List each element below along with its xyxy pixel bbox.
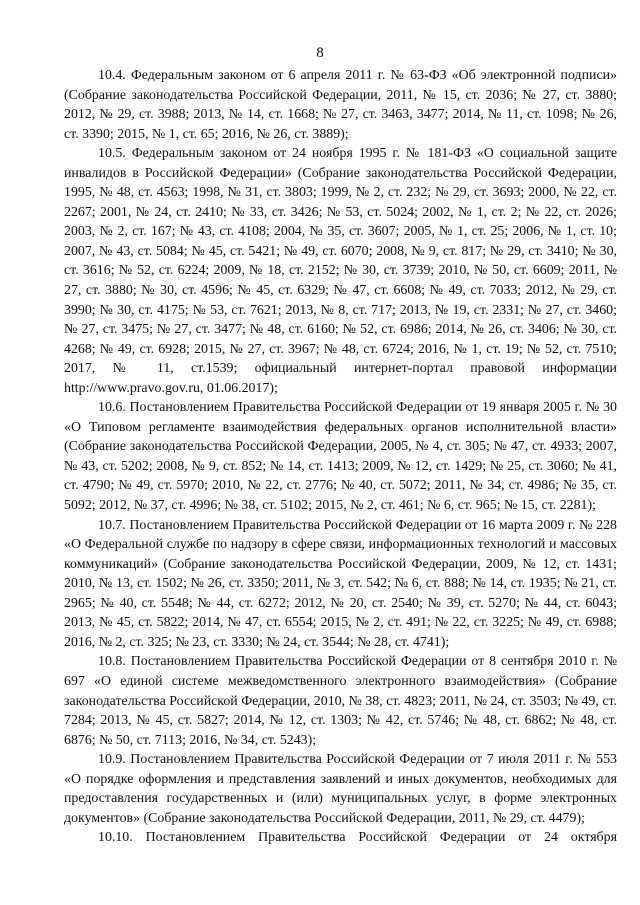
paragraph-10-7: 10.7. Постановлением Правительства Российской Федерации от 16 марта 2009 г. № 228 «О Федеральной службе по надзору в сфере связи, информационных технологий и массовых коммуникаций» (Собрание законодательства Российской Федерации, 2009, № 12, ст. 1431; 2010, № 13, ст. 1502; № 26, ст. 3350; 2011, № 3, ст. 542; № 6, ст. 888; № 14, ст. 1935; № 21, ст. 2965; № 40, ст. 5548; № 44, ст. 6272; 2012, № 20, ст. 2540; № 39, ст. 5270; № 44, ст. 6043; 2013, № 45, ст. 5822; 2014, № 47, ст. 6554; 2015, № 2, ст. 491; № 22, ст. 3225; № 49, ст. 6988; 2016, № 2, ст. 325; № 23, ст. 3330; № 24, ст. 3544; № 28, ст. 4741); — [64, 517, 617, 650]
paragraph-10-4: 10.4. Федеральным законом от 6 апреля 2011 г. № 63-ФЗ «Об электронной подписи» (Собрание законодательства Российской Федерации, 2011, № 15, ст. 2036; № 27, ст. 3880; 2012, № 29, ст. 3988; 2013, № 14, ст. 1668; № 27, ст. 3463, 3477; 2014, № 11, ст. 1098; № 26, ст. 3390; 2015, № 1, ст. 65; 2016, № 26, ст. 3889); — [64, 68, 617, 142]
paragraph-10-9: 10.9. Постановлением Правительства Российской Федерации от 7 июля 2011 г. № 553 «О порядке оформления и представления заявлений и иных документов, необходимых для предоставления государственных и (или) муниципальных услуг, в форме электронных документов» (Собрание законодательства Российской Федерации, 2011, № 29, ст. 4479); — [64, 752, 617, 826]
document-body — [64, 66, 617, 848]
page-number: 8 — [316, 45, 324, 61]
paragraph-10-5: 10.5. Федеральным законом от 24 ноября 1995 г. № 181-ФЗ «О социальной защите инвалидов в Российской Федерации» (Собрание законодательства Российской Федерации, 1995, № 48, ст. 4563; 1998, № 31, ст. 3803; 1999, № 2, ст. 232; № 29, ст. 3693; 2000, № 22, ст. 2267; 2001, № 24, ст. 2410; № 33, ст. 3426; № 53, ст. 5024; 2002, № 1, ст. 2; № 22, ст. 2026; 2003, № 2, ст. 167; № 43, ст. 4108; 2004, № 35, ст. 3607; 2005, № 1, ст. 25; 2006, № 1, ст. 10; 2007, № 43, ст. 5084; № 45, ст. 5421; № 49, ст. 6070; 2008, № 9, ст. 817; № 29, ст. 3410; № 30, ст. 3616; № 52, ст. 6224; 2009, № 18, ст. 2152; № 30, ст. 3739; 2010, № 50, ст. 6609; 2011, № 27, ст. 3880; № 30, ст. 4596; № 45, ст. 6329; № 47, ст. 6608; № 49, ст. 7033; 2012, № 29, ст. 3990; № 30, ст. 4175; № 53, ст. 7621; 2013, № 8, ст. 717; 2013, № 19, ст. 2331; № 27, ст. 3460; № 27, ст. 3475; № 27, ст. 3477; № 48, ст. 6160; № 52, ст. 6986; 2014, № 26, ст. 3406; № 30, ст. 4268; № 49, ст. 6928; 2015, № 27, ст. 3967; № 48, ст. 6724; 2016, № 1, ст. 19; № 52, ст. 7510; 2017, № 11, ст.1539; официальный интернет-портал правовой информации http://www.pravo.gov.ru, 01.06.2017); — [64, 146, 617, 396]
paragraph-10-10: 10.10. Постановлением Правительства Российской Федерации от 24 октября — [98, 830, 617, 846]
paragraph-10-6: 10.6. Постановлением Правительства Российской Федерации от 19 января 2005 г. № 30 «О Типовом регламенте взаимодействия федеральных органов исполнительной власти» (Собрание законодательства Российской Федерации, 2005, № 4, ст. 305; № 47, ст. 4933; 2007, № 43, ст. 5202; 2008, № 9, ст. 852; № 14, ст. 1413; 2009, № 12, ст. 1429; № 25, ст. 3060; № 41, ст. 4790; № 49, ст. 5970; 2010, № 22, ст. 2776; № 40, ст. 5072; 2011, № 34, ст. 4986; № 35, ст. 5092; 2012, № 37, ст. 4996; № 38, ст. 5102; 2015, № 2, ст. 461; № 6, ст. 965; № 15, ст. 2281); — [64, 400, 617, 514]
paragraph-10-8: 10.8. Постановлением Правительства Российской Федерации от 8 сентября 2010 г. № 697 «О единой системе межведомственного электронного взаимодействия» (Собрание законодательства Российской Федерации, 2010, № 38, ст. 4823; 2011, № 24, ст. 3503; № 49, ст. 7284; 2013, № 45, ст. 5827; 2014, № 12, ст. 1303; № 42, ст. 5746; № 48, ст. 6862; № 48, ст. 6876; № 50, ст. 7113; 2016, № 34, ст. 5243); — [64, 654, 617, 748]
